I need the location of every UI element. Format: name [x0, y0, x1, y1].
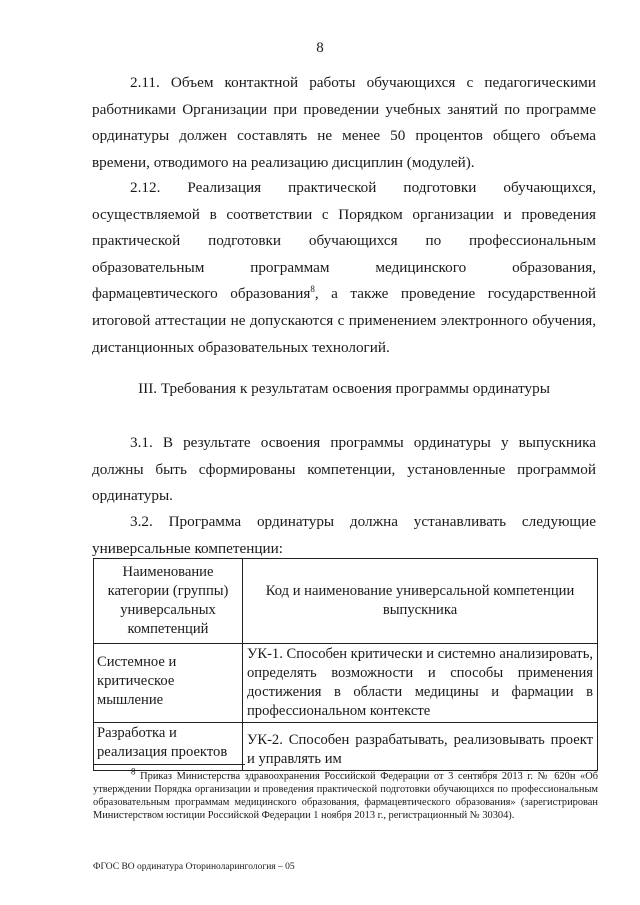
table-header-category: Наименование категории (группы) универсальных компетенций [94, 559, 243, 644]
competencies-table [93, 558, 598, 771]
paragraph-2-12-text-end: , а также проведение государственной итоговой аттестации не допускаются с применением электронного обучения, дистанционных образовательных технологий. [92, 285, 596, 356]
section-heading: III. Требования к результатам освоения программы ординатуры [138, 380, 550, 397]
paragraph-3-1: 3.1. В результате освоения программы ординатуры у выпускника должны быть сформированы компетенции, установленные программой ординатуры. [92, 434, 596, 505]
table-cell-category: Разработка и реализация проектов [94, 723, 243, 771]
paragraph-3-2: 3.2. Программа ординатуры должна устанавливать следующие универсальные компетенции: [92, 513, 596, 557]
table-cell-competence: УК-1. Способен критически и системно анализировать, определять возможности и способы применения достижения в области медицины и фармации в профессиональном контексте [243, 644, 598, 723]
table-cell-competence: УК-2. Способен разрабатывать, реализовывать проект и управлять им [243, 723, 598, 771]
paragraph-2-12-text: 2.12. Реализация практической подготовки обучающихся, осуществляемой в соответствии с Порядком организации и проведения практической подготовки обучающихся по профессиональным образовательным программам медицинского образования, фармацевтического образования [92, 179, 596, 303]
footnote [93, 766, 598, 822]
table-header-row [94, 559, 598, 644]
footnote-divider [93, 764, 245, 765]
paragraph-2-12 [92, 175, 596, 361]
footnote-mark: 8 [131, 766, 136, 777]
table-cell-category: Системное и критическое мышление [94, 644, 243, 723]
paragraph-2-11: 2.11. Объем контактной работы обучающихся с педагогическими работниками Организации при проведении учебных занятий по программе ординатуры должен составлять не менее 50 процентов общего объема времени, отводимого на реализацию дисциплин (модулей). [92, 74, 596, 171]
page-footer: ФГОС ВО ординатура Оториноларингология – 05 [93, 862, 295, 872]
footnote-text: Приказ Министерства здравоохранения Российской Федерации от 3 сентября 2013 г. № 620н «Об утверждении Порядка организации и проведения практической подготовки обучающихся по профессиональным образовательным программам медицинского образования, фармацевтического образования» (зарегистрирован Министерством юстиции Российской Федерации 1 ноября 2013 г., регистрационный № 30304). [93, 771, 598, 821]
page-number: 8 [316, 40, 324, 56]
footnote-ref: 8 [310, 284, 315, 295]
table-row [94, 644, 598, 723]
table-header-competence: Код и наименование универсальной компетенции выпускника [243, 559, 598, 644]
